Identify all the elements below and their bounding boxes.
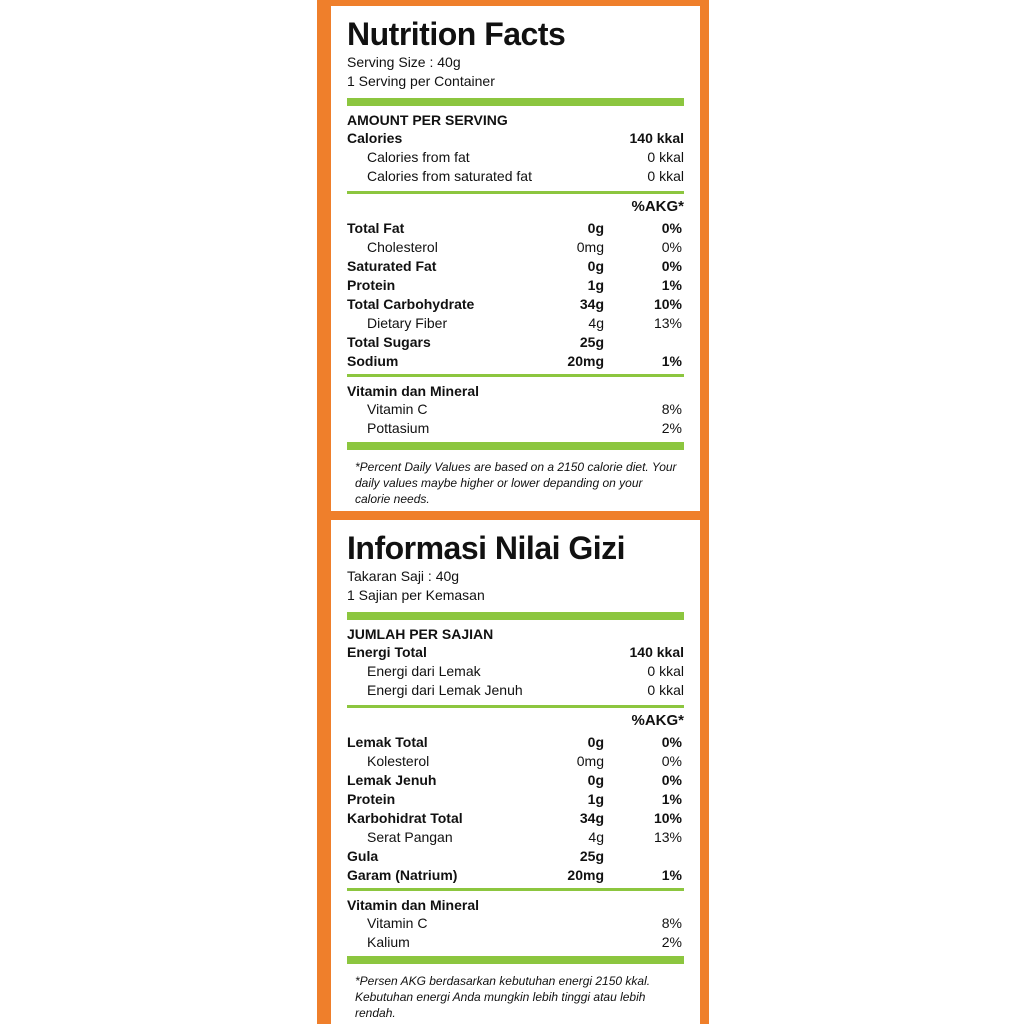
nutrient-row [347,681,684,700]
row-percent: 2% [661,420,682,436]
row-percent: 13% [653,829,682,845]
row-value: 140 kkal [629,130,684,146]
vitamin-header: Vitamin dan Mineral [347,897,479,913]
vitamin-header: Vitamin dan Mineral [347,383,479,399]
row-label: Calories from saturated fat [367,168,532,184]
servings-per-container: 1 Sajian per Kemasan [347,587,485,603]
row-percent: 0% [661,772,682,788]
row-amount: 0g [587,772,604,788]
row-label: Protein [347,791,396,807]
row-amount: 20mg [567,353,604,369]
calories-row [347,643,684,662]
divider-bar [347,98,684,106]
calories-row [347,129,684,148]
row-amount: 4g [588,315,604,331]
row-percent: 1% [661,277,682,293]
row-percent: 8% [661,915,682,931]
row-value: 140 kkal [629,644,684,660]
row-percent: 1% [661,791,682,807]
nutrient-row [347,295,684,314]
vitamin-row [347,419,684,438]
row-label: Total Fat [347,220,405,236]
akg-header: %AKG* [631,198,684,215]
vitamin-row [347,914,684,933]
row-percent: 10% [653,810,682,826]
row-label: Dietary Fiber [367,315,448,331]
row-percent: 2% [661,934,682,950]
divider-bar [347,956,684,964]
row-label: Total Carbohydrate [347,296,475,312]
nutrient-row [347,238,684,257]
row-percent: 0% [661,258,682,274]
row-label: Gula [347,848,379,864]
footnote: *Percent Daily Values are based on a 2150 calorie diet. Your daily values maybe higher or lower depanding on your calorie needs. [355,460,677,506]
divider-line [347,888,684,891]
row-label: Calories [347,130,403,146]
row-label: Energi dari Lemak [367,663,481,679]
row-amount: 0g [587,734,604,750]
row-amount: 34g [579,810,604,826]
row-amount: 0g [587,220,604,236]
row-percent: 13% [653,315,682,331]
nutrient-row [347,662,684,681]
row-label: Lemak Total [347,734,428,750]
row-label: Energi dari Lemak Jenuh [367,682,523,698]
row-percent: 1% [661,867,682,883]
row-amount: 4g [588,829,604,845]
amount-header: AMOUNT PER SERVING [347,112,508,128]
nutrient-row [347,771,684,790]
row-amount: 20mg [567,867,604,883]
row-label: Total Sugars [347,334,431,350]
divider-bar [347,442,684,450]
servings-per-container: 1 Serving per Container [347,73,495,89]
row-percent: 10% [653,296,682,312]
divider-line [347,374,684,377]
row-label: Kalium [367,934,410,950]
nutrient-row [347,752,684,771]
row-value: 0 kkal [647,168,684,184]
vitamin-row [347,933,684,952]
nutrient-row [347,276,684,295]
row-label: Kolesterol [367,753,430,769]
row-amount: 0mg [576,239,604,255]
amount-header: JUMLAH PER SAJIAN [347,626,494,642]
row-percent: 0% [661,734,682,750]
panel-title: Informasi Nilai Gizi [347,530,626,566]
row-label: Vitamin C [367,401,428,417]
row-amount: 34g [579,296,604,312]
nutrient-row [347,257,684,276]
row-amount: 25g [579,334,604,350]
row-amount: 1g [587,277,604,293]
row-value: 0 kkal [647,149,684,165]
row-label: Sodium [347,353,399,369]
row-amount: 0g [587,258,604,274]
row-label: Pottasium [367,420,430,436]
nutrient-row [347,352,684,371]
row-label: Saturated Fat [347,258,437,274]
nutrient-row [347,847,684,866]
row-amount: 25g [579,848,604,864]
divider-bar [347,612,684,620]
row-label: Vitamin C [367,915,428,931]
nutrient-row [347,148,684,167]
row-percent: 1% [661,353,682,369]
row-label: Karbohidrat Total [347,810,463,826]
nutrient-row [347,314,684,333]
footnote: *Persen AKG berdasarkan kebutuhan energi 2150 kkal. Kebutuhan energi Anda mungkin lebih tinggi atau lebih rendah. [355,974,651,1020]
row-label: Garam (Natrium) [347,867,458,883]
row-percent: 8% [661,401,682,417]
nutrition-facts-panel [331,6,700,511]
nutrient-row [347,219,684,238]
vitamin-row [347,400,684,419]
row-label: Calories from fat [367,149,470,165]
informasi-nilai-gizi-panel [331,520,700,1024]
nutrient-row [347,333,684,352]
nutrient-row [347,733,684,752]
serving-size: Serving Size : 40g [347,54,461,70]
row-percent: 0% [661,239,682,255]
divider-line [347,191,684,194]
row-amount: 1g [587,791,604,807]
row-amount: 0mg [576,753,604,769]
nutrient-row [347,866,684,885]
row-value: 0 kkal [647,663,684,679]
akg-header: %AKG* [631,712,684,729]
nutrient-row [347,167,684,186]
serving-size: Takaran Saji : 40g [347,568,460,584]
row-label: Protein [347,277,396,293]
row-label: Serat Pangan [367,829,453,845]
nutrient-row [347,809,684,828]
nutrient-row [347,828,684,847]
row-label: Energi Total [347,644,427,660]
divider-line [347,705,684,708]
row-percent: 0% [661,220,682,236]
panel-title: Nutrition Facts [347,16,566,52]
row-label: Cholesterol [367,239,438,255]
row-percent: 0% [661,753,682,769]
row-label: Lemak Jenuh [347,772,437,788]
nutrient-row [347,790,684,809]
row-value: 0 kkal [647,682,684,698]
